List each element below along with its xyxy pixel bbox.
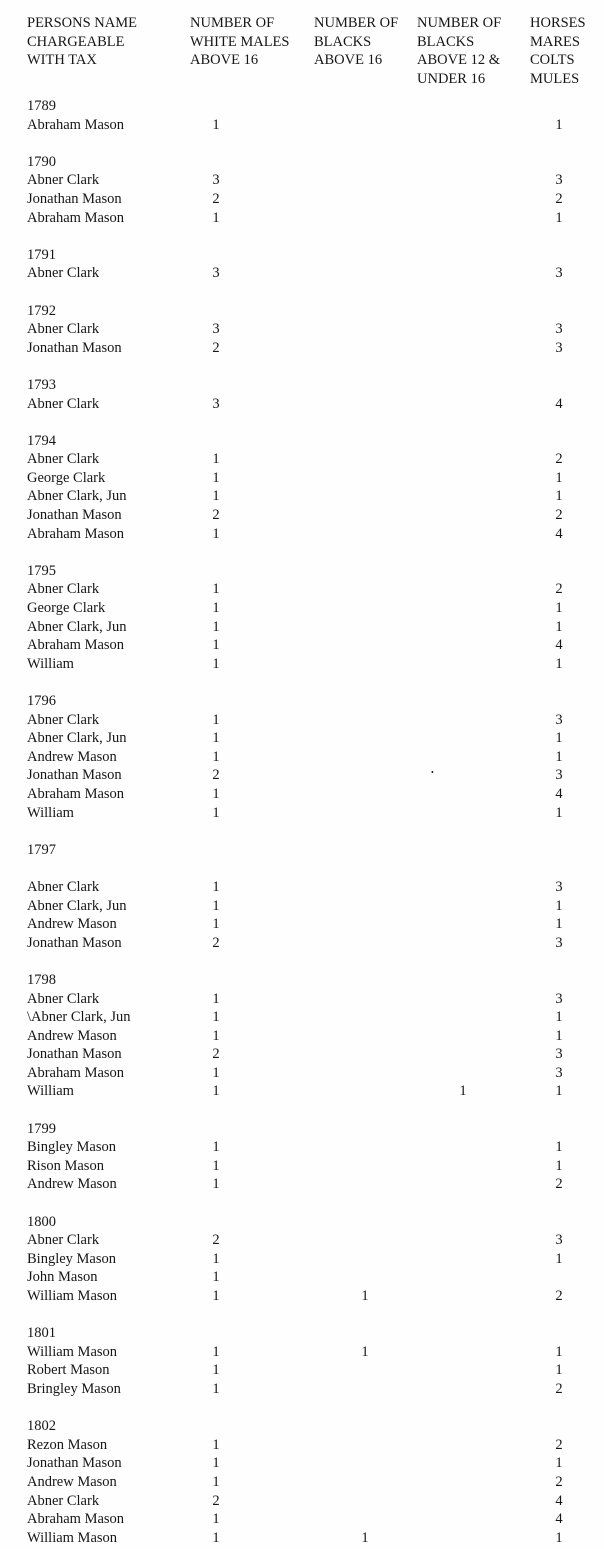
horses-value: 2 xyxy=(555,1380,563,1397)
table-row xyxy=(0,1473,604,1492)
person-name: Rezon Mason xyxy=(27,1436,108,1453)
table-row xyxy=(0,320,604,339)
person-name: Abraham Mason xyxy=(27,637,125,654)
person-name: Abner Clark xyxy=(27,395,100,412)
year-group xyxy=(0,692,604,822)
horses-value: 3 xyxy=(555,767,563,784)
column-header-line: MULES xyxy=(530,70,580,87)
person-name: \Abner Clark, Jun xyxy=(27,1009,131,1026)
white-males-value: 1 xyxy=(212,1009,220,1026)
horses-value: 3 xyxy=(555,878,563,895)
white-males-value: 3 xyxy=(212,265,220,282)
person-name: Bingley Mason xyxy=(27,1250,117,1267)
horses-value: 1 xyxy=(555,1157,563,1174)
horses-value: 1 xyxy=(555,1343,563,1360)
person-name: Abner Clark xyxy=(27,581,100,598)
white-males-value: 1 xyxy=(212,1083,220,1100)
person-name: William Mason xyxy=(27,1288,118,1304)
year-group xyxy=(0,376,604,413)
table-row xyxy=(0,450,604,469)
table-row xyxy=(0,1045,604,1064)
horses-value: 2 xyxy=(555,1436,563,1453)
white-males-value: 1 xyxy=(212,581,220,598)
person-name: Andrew Mason xyxy=(27,1473,117,1490)
horses-value: 1 xyxy=(555,488,563,505)
column-header-line: CHARGEABLE xyxy=(27,33,125,50)
table-row xyxy=(0,618,604,637)
white-males-value: 2 xyxy=(212,507,220,524)
table-row xyxy=(0,636,604,655)
column-header-line: BLACKS xyxy=(417,33,475,50)
table-row xyxy=(0,1250,604,1269)
horses-value: 1 xyxy=(555,730,563,747)
person-name: William Mason xyxy=(27,1343,118,1360)
table-row xyxy=(0,1231,604,1250)
year-group xyxy=(0,841,604,953)
column-header-line: ABOVE 16 xyxy=(314,52,383,69)
horses-value: 1 xyxy=(555,916,563,933)
horses-value: 2 xyxy=(555,1176,563,1193)
year-label: 1789 xyxy=(27,98,56,114)
white-males-value: 1 xyxy=(212,1027,220,1044)
table-row xyxy=(0,487,604,506)
person-name: Abraham Mason xyxy=(27,209,125,226)
person-name: Jonathan Mason xyxy=(27,934,122,951)
person-name: Jonathan Mason xyxy=(27,1455,122,1472)
blacks-above-12-under-16-value: 1 xyxy=(459,1083,467,1100)
table-row xyxy=(0,1436,604,1455)
white-males-value: 2 xyxy=(212,767,220,784)
person-name: Abraham Mason xyxy=(27,116,125,133)
table-row xyxy=(0,1380,604,1399)
person-name: Abner Clark xyxy=(27,1492,100,1509)
column-header-blacks-12-16 xyxy=(417,14,501,88)
person-name: Bingley Mason xyxy=(27,1139,117,1156)
person-name: Abner Clark, Jun xyxy=(27,488,127,505)
white-males-value: 1 xyxy=(212,600,220,617)
horses-value: 1 xyxy=(555,1250,563,1267)
white-males-value: 2 xyxy=(212,190,220,207)
person-name: George Clark xyxy=(27,469,106,486)
table-row xyxy=(0,897,604,916)
column-header-line: WITH TAX xyxy=(27,52,97,69)
white-males-value: 1 xyxy=(212,1436,220,1453)
table-row xyxy=(0,1082,604,1101)
year-group xyxy=(0,97,604,134)
person-name: Abraham Mason xyxy=(27,1064,125,1081)
table-header xyxy=(0,14,604,91)
column-header-line: NUMBER OF xyxy=(190,15,275,31)
person-name: William Mason xyxy=(27,1529,118,1546)
person-name: William xyxy=(27,655,74,672)
table-row xyxy=(0,1343,604,1362)
horses-value: 1 xyxy=(555,897,563,914)
table-row xyxy=(0,1454,604,1473)
horses-value: 2 xyxy=(555,1288,563,1304)
table-row xyxy=(0,1138,604,1157)
horses-value: 4 xyxy=(555,637,563,654)
column-header-horses xyxy=(530,14,586,88)
column-header-blacks-above-16 xyxy=(314,14,398,70)
white-males-value: 1 xyxy=(212,116,220,133)
ink-speck-artifact: • xyxy=(431,768,434,778)
table-row xyxy=(0,339,604,358)
column-header-line: COLTS xyxy=(530,52,575,69)
horses-value: 3 xyxy=(555,934,563,951)
person-name: Abner Clark xyxy=(27,265,100,282)
table-row xyxy=(0,1157,604,1176)
horses-value: 1 xyxy=(555,618,563,635)
table-row xyxy=(0,1008,604,1027)
white-males-value: 2 xyxy=(212,934,220,951)
table-row xyxy=(0,599,604,618)
white-males-value: 1 xyxy=(212,655,220,672)
table-row xyxy=(0,804,604,823)
table-row xyxy=(0,655,604,674)
horses-value: 3 xyxy=(555,265,563,282)
year-label: 1791 xyxy=(27,246,56,263)
person-name: Abraham Mason xyxy=(27,525,125,542)
column-header-line: ABOVE 12 & xyxy=(417,52,500,69)
year-label: 1796 xyxy=(27,693,56,709)
horses-value: 1 xyxy=(555,600,563,617)
year-label: 1794 xyxy=(27,432,56,449)
person-name: Andrew Mason xyxy=(27,916,117,933)
person-name: William xyxy=(27,1083,74,1100)
white-males-value: 1 xyxy=(212,990,220,1007)
year-label: 1802 xyxy=(27,1418,56,1435)
horses-value: 1 xyxy=(555,1362,563,1379)
table-row xyxy=(0,1027,604,1046)
person-name: Abner Clark xyxy=(27,321,100,338)
white-males-value: 1 xyxy=(212,1362,220,1379)
white-males-value: 1 xyxy=(212,469,220,486)
horses-value: 1 xyxy=(555,1139,563,1156)
year-label: 1795 xyxy=(27,562,56,579)
table-row xyxy=(0,934,604,953)
person-name: Andrew Mason xyxy=(27,748,117,765)
horses-value: 1 xyxy=(555,116,563,133)
white-males-value: 1 xyxy=(212,1473,220,1490)
person-name: Robert Mason xyxy=(27,1362,110,1379)
column-header-line: ABOVE 16 xyxy=(190,52,259,69)
horses-value: 2 xyxy=(555,507,563,524)
table-row xyxy=(0,580,604,599)
person-name: Abner Clark xyxy=(27,711,100,728)
white-males-value: 1 xyxy=(212,1250,220,1267)
horses-value: 3 xyxy=(555,321,563,338)
blacks-above-16-value: 1 xyxy=(361,1288,369,1304)
year-group xyxy=(0,1120,604,1194)
horses-value: 3 xyxy=(555,1064,563,1081)
year-group xyxy=(0,971,604,1101)
table-row xyxy=(0,469,604,488)
table-row xyxy=(0,506,604,525)
year-group xyxy=(0,302,604,358)
horses-value: 3 xyxy=(555,172,563,189)
column-header-line: MARES xyxy=(530,33,580,50)
table-row xyxy=(0,766,604,785)
horses-value: 2 xyxy=(555,451,563,468)
white-males-value: 1 xyxy=(212,637,220,654)
person-name: Jonathan Mason xyxy=(27,190,122,207)
table-body xyxy=(0,97,604,1547)
table-row xyxy=(0,990,604,1009)
person-name: William xyxy=(27,804,74,821)
white-males-value: 2 xyxy=(212,1046,220,1063)
person-name: Andrew Mason xyxy=(27,1176,117,1193)
column-header-name xyxy=(27,14,137,70)
horses-value: 4 xyxy=(555,785,563,802)
column-header-line: PERSONS NAME xyxy=(27,15,137,31)
person-name: Abner Clark, Jun xyxy=(27,897,127,914)
white-males-value: 1 xyxy=(212,785,220,802)
white-males-value: 1 xyxy=(212,916,220,933)
column-header-line: NUMBER OF xyxy=(314,15,399,31)
white-males-value: 1 xyxy=(212,897,220,914)
white-males-value: 1 xyxy=(212,209,220,226)
table-row xyxy=(0,209,604,228)
white-males-value: 1 xyxy=(212,1157,220,1174)
column-header-line: BLACKS xyxy=(314,33,372,50)
year-label: 1798 xyxy=(27,971,56,988)
table-row xyxy=(0,915,604,934)
year-group xyxy=(0,1417,604,1547)
year-label: 1790 xyxy=(27,153,56,170)
person-name: Abner Clark xyxy=(27,172,100,189)
table-row xyxy=(0,748,604,767)
table-row xyxy=(0,1175,604,1194)
white-males-value: 1 xyxy=(212,1529,220,1546)
white-males-value: 1 xyxy=(212,1343,220,1360)
table-row xyxy=(0,1510,604,1529)
table-row xyxy=(0,878,604,897)
person-name: Abraham Mason xyxy=(27,1511,125,1528)
table-row xyxy=(0,264,604,283)
year-label: 1797 xyxy=(27,841,56,858)
white-males-value: 1 xyxy=(212,730,220,747)
white-males-value: 1 xyxy=(212,1511,220,1528)
year-group xyxy=(0,1213,604,1306)
white-males-value: 1 xyxy=(212,525,220,542)
table-row xyxy=(0,711,604,730)
white-males-value: 2 xyxy=(212,1232,220,1249)
person-name: John Mason xyxy=(27,1269,98,1286)
white-males-value: 1 xyxy=(212,878,220,895)
horses-value: 1 xyxy=(555,655,563,672)
person-name: Abner Clark xyxy=(27,451,100,468)
horses-value: 1 xyxy=(555,1027,563,1044)
white-males-value: 1 xyxy=(212,1064,220,1081)
horses-value: 3 xyxy=(555,1232,563,1249)
year-group xyxy=(0,246,604,283)
person-name: Jonathan Mason xyxy=(27,1046,122,1063)
person-name: Jonathan Mason xyxy=(27,767,122,784)
column-header-line: WHITE MALES xyxy=(190,33,290,50)
column-header-white-males xyxy=(190,14,289,70)
year-label: 1799 xyxy=(27,1120,56,1137)
horses-value: 3 xyxy=(555,1046,563,1063)
white-males-value: 1 xyxy=(212,711,220,728)
horses-value: 4 xyxy=(555,1492,563,1509)
year-group xyxy=(0,153,604,227)
year-label: 1800 xyxy=(27,1213,56,1230)
horses-value: 1 xyxy=(555,1529,563,1546)
white-males-value: 1 xyxy=(212,451,220,468)
person-name: Abner Clark, Jun xyxy=(27,618,127,635)
year-group xyxy=(0,562,604,674)
person-name: Jonathan Mason xyxy=(27,507,122,524)
table-row xyxy=(0,1529,604,1548)
horses-value: 2 xyxy=(555,581,563,598)
year-group xyxy=(0,432,604,544)
year-label: 1793 xyxy=(27,376,56,393)
horses-value: 1 xyxy=(555,804,563,821)
person-name: Bringley Mason xyxy=(27,1380,121,1397)
white-males-value: 1 xyxy=(212,1139,220,1156)
person-name: George Clark xyxy=(27,600,106,617)
year-label: 1792 xyxy=(27,302,56,319)
white-males-value: 3 xyxy=(212,321,220,338)
blacks-above-16-value: 1 xyxy=(361,1343,369,1360)
white-males-value: 3 xyxy=(212,172,220,189)
column-header-line: HORSES xyxy=(530,15,586,31)
table-row xyxy=(0,171,604,190)
horses-value: 4 xyxy=(555,1511,563,1528)
table-row xyxy=(0,729,604,748)
white-males-value: 1 xyxy=(212,804,220,821)
white-males-value: 1 xyxy=(212,1380,220,1397)
table-row xyxy=(0,1287,604,1306)
horses-value: 1 xyxy=(555,748,563,765)
horses-value: 1 xyxy=(555,209,563,226)
white-males-value: 1 xyxy=(212,1288,220,1304)
year-group xyxy=(0,1324,604,1398)
horses-value: 4 xyxy=(555,395,563,412)
table-row xyxy=(0,116,604,135)
person-name: Rison Mason xyxy=(27,1157,104,1174)
horses-value: 2 xyxy=(555,1473,563,1490)
person-name: Abner Clark xyxy=(27,1232,100,1249)
person-name: Abraham Mason xyxy=(27,785,125,802)
table-row xyxy=(0,1492,604,1511)
person-name: Abner Clark xyxy=(27,878,100,895)
horses-value: 3 xyxy=(555,339,563,356)
table-row xyxy=(0,785,604,804)
person-name: Abner Clark, Jun xyxy=(27,730,127,747)
horses-value: 1 xyxy=(555,469,563,486)
horses-value: 1 xyxy=(555,1083,563,1100)
table-row xyxy=(0,1064,604,1083)
table-row xyxy=(0,525,604,544)
blacks-above-16-value: 1 xyxy=(361,1529,369,1546)
white-males-value: 1 xyxy=(212,1455,220,1472)
white-males-value: 2 xyxy=(212,339,220,356)
table-row xyxy=(0,395,604,414)
white-males-value: 1 xyxy=(212,1269,220,1286)
horses-value: 1 xyxy=(555,1009,563,1026)
person-name: Andrew Mason xyxy=(27,1027,117,1044)
white-males-value: 3 xyxy=(212,395,220,412)
person-name: Abner Clark xyxy=(27,990,100,1007)
horses-value: 4 xyxy=(555,525,563,542)
white-males-value: 1 xyxy=(212,748,220,765)
white-males-value: 1 xyxy=(212,618,220,635)
table-row xyxy=(0,1361,604,1380)
horses-value: 3 xyxy=(555,990,563,1007)
table-row xyxy=(0,1268,604,1287)
table-row xyxy=(0,190,604,209)
horses-value: 1 xyxy=(555,1455,563,1472)
white-males-value: 2 xyxy=(212,1492,220,1509)
horses-value: 3 xyxy=(555,711,563,728)
person-name: Jonathan Mason xyxy=(27,339,122,356)
column-header-line: UNDER 16 xyxy=(417,70,486,87)
column-header-line: NUMBER OF xyxy=(417,15,502,31)
year-label: 1801 xyxy=(27,1325,56,1342)
white-males-value: 1 xyxy=(212,488,220,505)
white-males-value: 1 xyxy=(212,1176,220,1193)
horses-value: 2 xyxy=(555,190,563,207)
